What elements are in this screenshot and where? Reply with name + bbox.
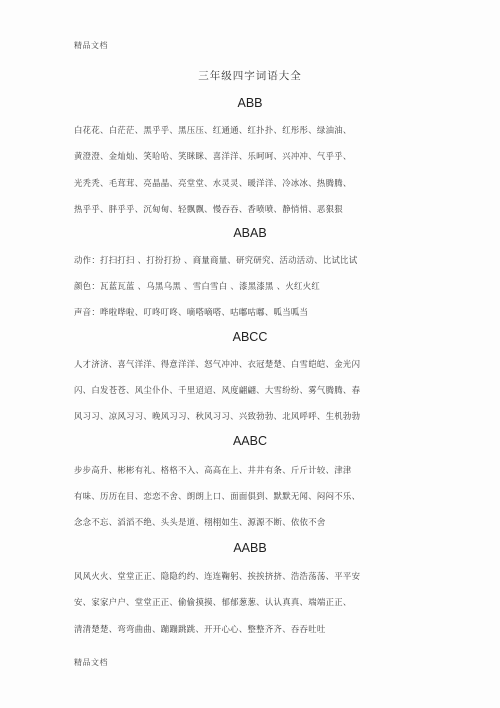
section-heading-abcc: ABCC [232,330,268,344]
text-line: 有味、历历在目、恋恋不舍、朗朗上口、面面俱到、默默无闻、闷闷不乐、 [74,491,361,501]
text-line: 闪、白发苍苍、风尘仆仆、千里迢迢、风度翩翩、大雪纷纷、雾气腾腾、春 [74,385,361,395]
text-line: 人才济济、喜气洋洋、得意洋洋、怒气冲冲、衣冠楚楚、白雪皑皑、金光闪 [74,359,361,369]
text-line: 光秃秃、毛茸茸、亮晶晶、亮堂堂、水灵灵、暖洋洋、冷冰冰、热腾腾、 [74,178,352,188]
section-heading-abb: ABB [237,96,263,110]
page-footer: 精品文档 [74,658,108,667]
section-heading-abab: ABAB [233,226,267,240]
text-line: 动作：打扫打扫 、打扮打扮 、商量商量、研究研究、活动活动、比试比试 [74,255,358,265]
text-line: 颜色：瓦蓝瓦蓝 、乌黑乌黑 、雪白雪白 、漆黑漆黑 、火红火红 [74,281,321,291]
text-line: 步步高升、彬彬有礼、格格不入、高高在上、井井有条、斤斤计较、津津 [74,465,352,475]
text-line: 黄澄澄、金灿灿、笑哈哈、笑眯眯、喜洋洋、乐呵呵、兴冲冲、气乎乎、 [74,151,352,161]
section-heading-aabc: AABC [232,434,268,448]
page-title: 三年级四字词语大全 [198,70,302,82]
text-line: 热乎乎、胖乎乎、沉甸甸、轻飘飘、慢吞吞、香喷喷、静悄悄、恶狠狠 [74,204,343,214]
text-line: 风风火火、堂堂正正、隐隐约约、连连鞠躬、挨挨挤挤、浩浩荡荡、平平安 [74,571,361,581]
text-line: 念念不忘、滔滔不绝、头头是道、栩栩如生、源源不断、依依不舍 [74,517,326,527]
text-line: 声音：哗啦哗啦、叮咚叮咚、嘀嗒嘀嗒、咕嘟咕嘟、呱当呱当 [74,307,309,317]
text-line: 安、家家户户、堂堂正正、偷偷摸摸、郁郁葱葱、认认真真、端端正正、 [74,597,352,607]
text-line: 白花花、白茫茫、黑乎乎、黑压压、红通通、红扑扑、红彤彤、绿油油、 [74,125,352,135]
page-header: 精品文档 [74,41,108,50]
text-line: 清清楚楚、弯弯曲曲、蹦蹦跳跳、开开心心、整整齐齐、吞吞吐吐 [74,624,326,634]
text-line: 风习习、凉风习习、晚风习习、秋风习习、兴致勃勃、北风呼呼、生机勃勃 [74,411,361,421]
section-heading-aabb: AABB [233,541,267,555]
